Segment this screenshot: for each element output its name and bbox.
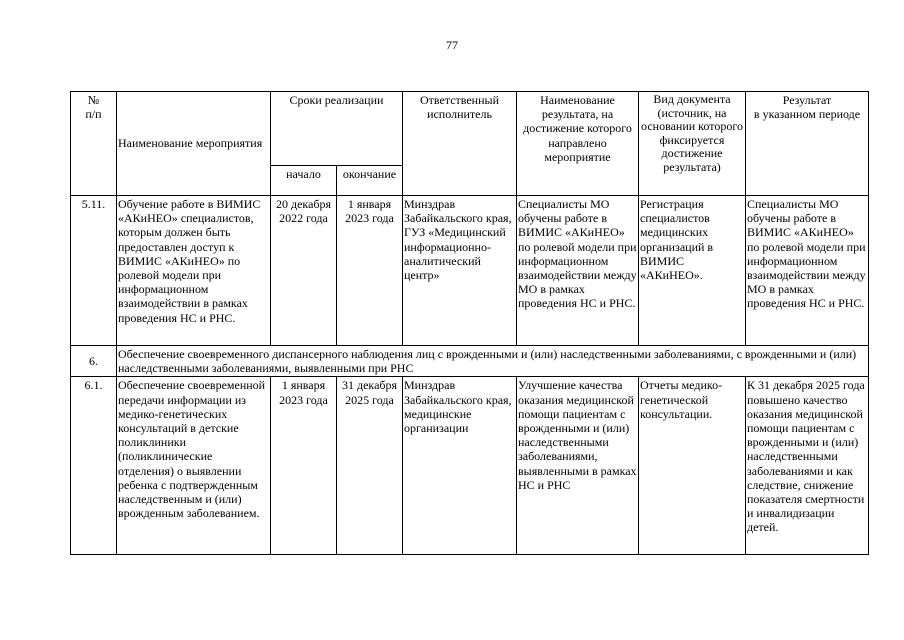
header-event-name: Наименование мероприятия (117, 92, 271, 196)
header-result-period: Результат в указанном периоде (746, 92, 869, 196)
header-timing: Сроки реализации (271, 92, 403, 166)
header-result-name: Наименование результата, на достижение которого направлено мероприятие (517, 92, 639, 196)
row-event: Обеспечение своевременной передачи информации из медико-генетических консультаций в детские поликлиники (поликлинические отделения) о выявлении ребенка с подтвержденным наследственным и (или) врожденным заболеванием. (117, 377, 271, 555)
row-doc-type: Отчеты медико-генетической консультации. (639, 377, 746, 555)
row-doc-type: Регистрация специалистов медицинских организаций в ВИМИС «АКиНЕО». (639, 196, 746, 346)
row-result-period: Специалисты МО обучены работе в ВИМИС «АКиНЕО» по ролевой модели при информационном взаимодействии между МО в рамках проведения НС и РНС. (746, 196, 869, 346)
header-start: начало (271, 166, 337, 196)
measures-table (70, 91, 869, 555)
row-result-name: Специалисты МО обучены работе в ВИМИС «АКиНЕО» по ролевой модели при информационном взаимодействии между МО в рамках проведения НС и РНС. (517, 196, 639, 346)
row-end: 1 января 2023 года (337, 196, 403, 346)
header-end: окончание (337, 166, 403, 196)
section-row (71, 346, 869, 377)
row-result-period: К 31 декабря 2025 года повышено качество оказания медицинской помощи пациентам с врожденными и (или) наследственными заболеваниями и как следствие, снижение показателя смертности и инвалидизации детей. (746, 377, 869, 555)
page-number: 77 (446, 38, 458, 52)
table-row (71, 377, 869, 555)
header-responsible: Ответственный исполнитель (403, 92, 517, 196)
row-responsible: Минздрав Забайкальского края, ГУЗ «Медицинский информационно-аналитический центр» (403, 196, 517, 346)
row-start: 1 января 2023 года (271, 377, 337, 555)
row-end: 31 декабря 2025 года (337, 377, 403, 555)
row-responsible: Минздрав Забайкальского края, медицинские организации (403, 377, 517, 555)
header-doc-type: Вид документа (источник, на основании которого фиксируется достижение результата) (639, 92, 746, 196)
table-row (71, 196, 869, 346)
section-num: 6. (71, 346, 117, 377)
row-event: Обучение работе в ВИМИС «АКиНЕО» специалистов, которым должен быть предоставлен доступ к ВИМИС «АКиНЕО» по ролевой модели при информационном взаимодействии в рамках проведения НС и РНС. (117, 196, 271, 346)
row-num: 6.1. (71, 377, 117, 555)
header-num: № п/п (71, 92, 117, 196)
row-num: 5.11. (71, 196, 117, 346)
row-result-name: Улучшение качества оказания медицинской помощи пациентам с врожденными и (или) наследственными заболеваниями, выявленными в рамках НС и РНС (517, 377, 639, 555)
row-start: 20 декабря 2022 года (271, 196, 337, 346)
section-title: Обеспечение своевременного диспансерного наблюдения лиц с врожденными и (или) наследственными заболеваниями, с врожденными и (или) наследственными заболеваниями, выявленными при РНС (117, 346, 869, 377)
